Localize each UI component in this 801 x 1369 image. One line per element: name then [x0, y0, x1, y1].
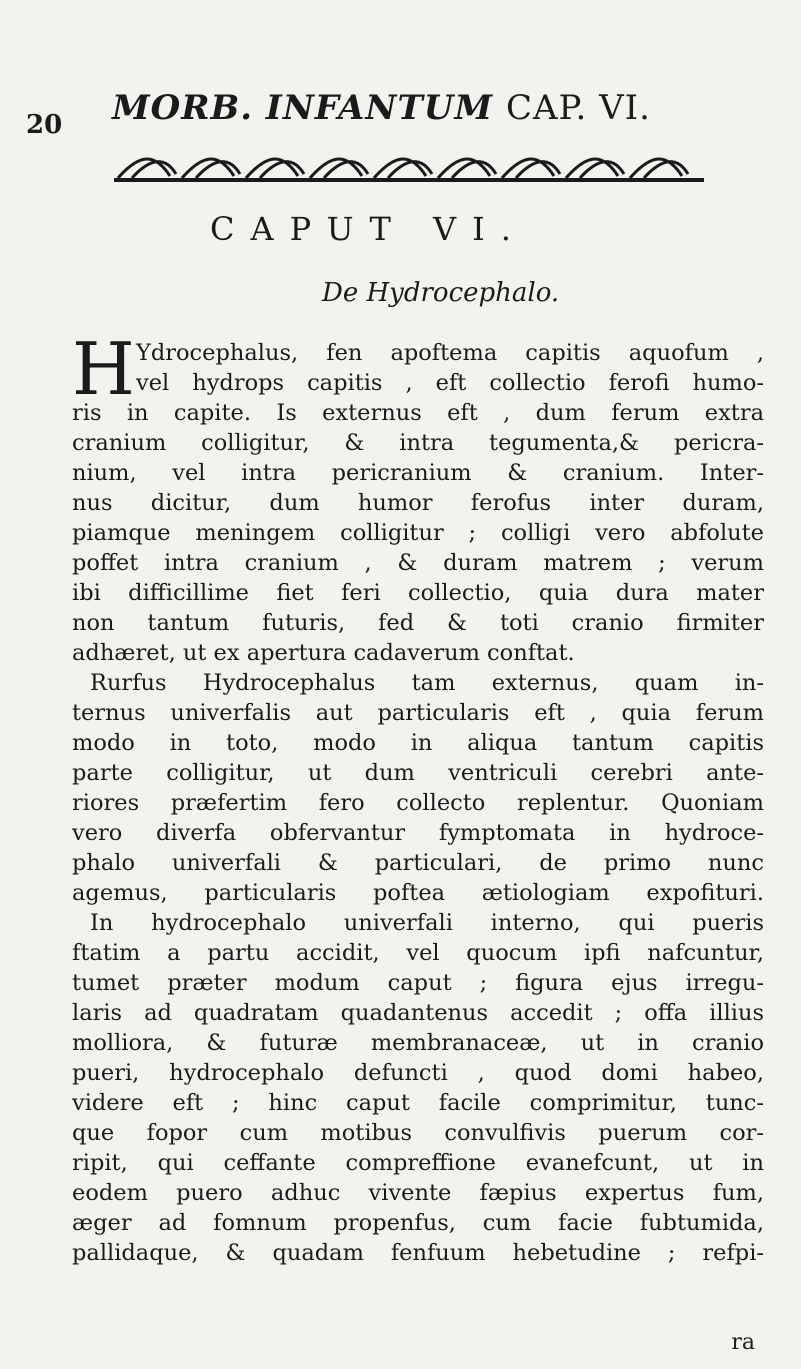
text-line: ternus univerfalis aut particularis eft , quia ferum: [72, 700, 764, 726]
text-line: poffet intra cranium , & duram matrem ; verum: [72, 550, 764, 576]
ornament-band: [110, 148, 710, 186]
text-line: ibi difficillime fiet feri collectio, quia dura mater: [72, 580, 764, 606]
text-line: vel hydrops capitis , eft collectio ferofi humo-: [136, 370, 764, 396]
text-line: æger ad fomnum propenfus, cum facie fubtumida,: [72, 1210, 764, 1236]
text-line: piamque meningem colligitur ; colligi vero abfolute: [72, 520, 764, 546]
text-line: nium, vel intra pericranium & cranium. Inter-: [72, 460, 764, 486]
drop-cap: H: [72, 327, 135, 411]
text-line: Ydrocephalus, fen apoftema capitis aquofum ,: [136, 340, 764, 366]
text-line: nus dicitur, dum humor ferofus inter duram,: [72, 490, 764, 516]
text-line: agemus, particularis poftea ætiologiam expofituri.: [72, 880, 764, 906]
text-line: laris ad quadratam quadantenus accedit ; offa illius: [72, 1000, 764, 1026]
section-title: De Hydrocephalo.: [322, 278, 560, 308]
text-line: parte colligitur, ut dum ventriculi cerebri ante-: [72, 760, 764, 786]
text-line: vero diverfa obfervantur fymptomata in hydroce-: [72, 820, 764, 846]
page-number: 20: [26, 110, 63, 140]
text-line: ripit, qui ceffante compreffione evanefcunt, ut in: [72, 1150, 764, 1176]
text-line: eodem puero adhuc vivente fæpius expertus fum,: [72, 1180, 764, 1206]
text-line: ftatim a partu accidit, vel quocum ipfi nafcuntur,: [72, 940, 764, 966]
text-line: que fopor cum motibus convulfivis puerum cor-: [72, 1120, 764, 1146]
caput-heading: CAPUT VI.: [210, 210, 527, 248]
text-line: In hydrocephalo univerfali interno, qui pueris: [90, 910, 764, 936]
catchword: ra: [731, 1330, 755, 1355]
text-line: videre eft ; hinc caput facile comprimitur, tunc-: [72, 1090, 764, 1116]
running-head: [112, 88, 651, 128]
text-line: molliora, & futuræ membranaceæ, ut in cranio: [72, 1030, 764, 1056]
text-line: ris in capite. Is externus eft , dum ferum extra: [72, 400, 764, 426]
running-title: MORB. INFANTUM: [112, 88, 494, 128]
text-line: non tantum futuris, fed & toti cranio firmiter: [72, 610, 764, 636]
chapter-ref: CAP. VI.: [505, 88, 651, 128]
text-line: pueri, hydrocephalo defuncti , quod domi habeo,: [72, 1060, 764, 1086]
text-line: pallidaque, & quadam fenfuum hebetudine ; refpi-: [72, 1240, 764, 1266]
text-line: adhæret, ut ex apertura cadaverum conftat.: [72, 640, 575, 666]
text-line: riores præfertim fero collecto replentur. Quoniam: [72, 790, 764, 816]
text-line: cranium colligitur, & intra tegumenta,& pericra-: [72, 430, 764, 456]
text-line: tumet præter modum caput ; figura ejus irregu-: [72, 970, 764, 996]
text-line: phalo univerfali & particulari, de primo nunc: [72, 850, 764, 876]
body-text: [72, 327, 764, 1268]
text-line: modo in toto, modo in aliqua tantum capitis: [72, 730, 764, 756]
text-line: Rurfus Hydrocephalus tam externus, quam in-: [90, 670, 764, 696]
